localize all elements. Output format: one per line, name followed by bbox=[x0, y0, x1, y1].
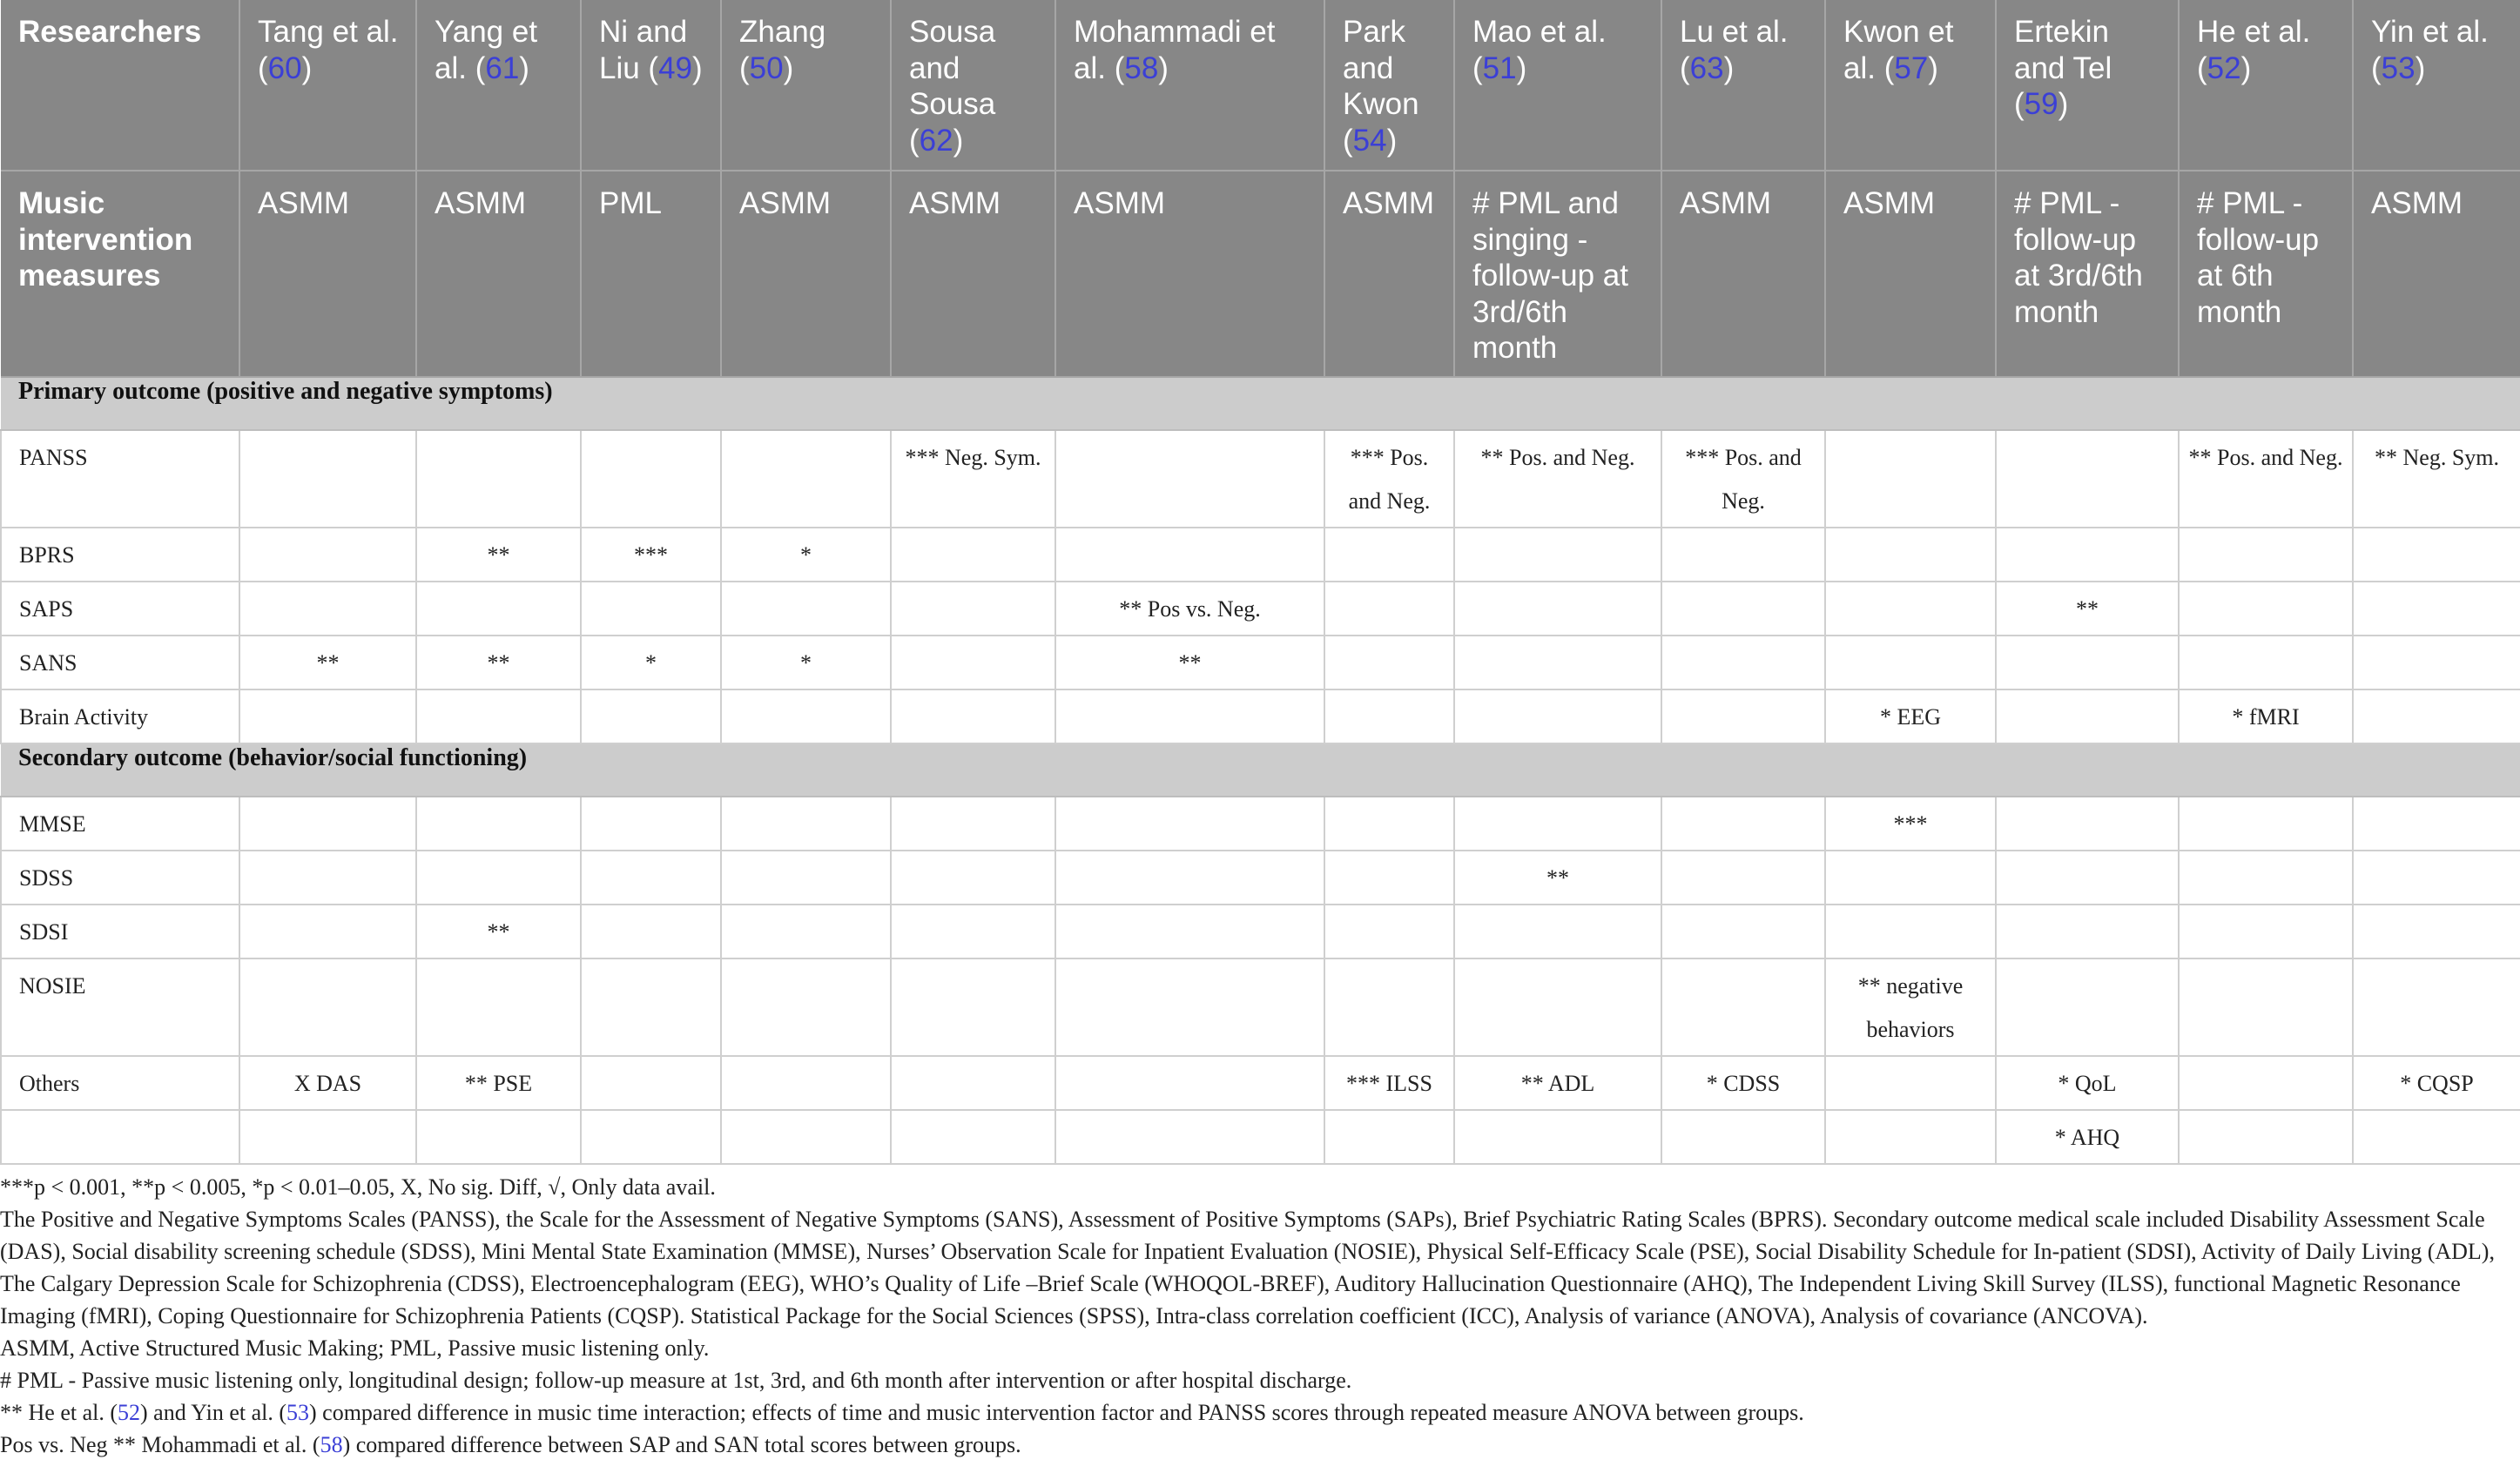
study-name: Ni and Liu ( bbox=[599, 15, 688, 85]
table-cell: *** ILSS bbox=[1324, 1056, 1454, 1110]
table-cell bbox=[721, 1110, 891, 1164]
table-cell: * AHQ bbox=[1996, 1110, 2179, 1164]
table-cell bbox=[2353, 528, 2520, 582]
table-cell bbox=[721, 851, 891, 905]
table-cell bbox=[581, 582, 721, 636]
row-label bbox=[1, 1110, 239, 1164]
table-cell bbox=[1454, 958, 1661, 1056]
table-cell bbox=[2179, 528, 2353, 582]
table-cell bbox=[581, 851, 721, 905]
table-cell: * CDSS bbox=[1661, 1056, 1825, 1110]
study-header bbox=[416, 0, 581, 171]
table-cell bbox=[1055, 958, 1324, 1056]
study-measure: # PML - follow-up at 6th month bbox=[2179, 171, 2353, 377]
table-cell bbox=[1661, 1110, 1825, 1164]
table-cell bbox=[1996, 905, 2179, 958]
table-row-brain-activity bbox=[1, 689, 2520, 743]
table-cell bbox=[1324, 797, 1454, 851]
study-ref-link[interactable]: 49 bbox=[658, 50, 693, 85]
row-label: NOSIE bbox=[1, 958, 239, 1056]
row-label: BPRS bbox=[1, 528, 239, 582]
row-label: Brain Activity bbox=[1, 689, 239, 743]
table-cell bbox=[1055, 430, 1324, 528]
study-header bbox=[239, 0, 416, 171]
table-cell: * bbox=[581, 636, 721, 689]
table-cell bbox=[891, 1110, 1055, 1164]
table-cell bbox=[1055, 905, 1324, 958]
table-cell: ** Pos. and Neg. bbox=[1454, 430, 1661, 528]
study-ref-link[interactable]: 53 bbox=[2381, 50, 2416, 85]
table-cell bbox=[891, 1056, 1055, 1110]
table-cell bbox=[416, 582, 581, 636]
table-cell bbox=[2353, 1110, 2520, 1164]
measures-header: Music intervention measures bbox=[1, 171, 239, 377]
row-label: SANS bbox=[1, 636, 239, 689]
study-measure: ASMM bbox=[1661, 171, 1825, 377]
table-cell: ** ADL bbox=[1454, 1056, 1661, 1110]
table-cell bbox=[1055, 528, 1324, 582]
study-measure: ASMM bbox=[721, 171, 891, 377]
table-cell bbox=[416, 958, 581, 1056]
table-cell: X DAS bbox=[239, 1056, 416, 1110]
table-cell bbox=[1324, 689, 1454, 743]
table-cell bbox=[891, 958, 1055, 1056]
table-cell bbox=[416, 430, 581, 528]
table-cell bbox=[1055, 851, 1324, 905]
table-cell bbox=[1661, 528, 1825, 582]
table-row-sdss bbox=[1, 851, 2520, 905]
table-cell bbox=[721, 797, 891, 851]
table-row-panss bbox=[1, 430, 2520, 528]
table-row-nosie bbox=[1, 958, 2520, 1056]
ref-link-58[interactable]: 58 bbox=[320, 1432, 343, 1457]
table-cell bbox=[2179, 582, 2353, 636]
table-cell bbox=[1324, 528, 1454, 582]
table-cell bbox=[1454, 528, 1661, 582]
table-footnotes bbox=[0, 1171, 2520, 1461]
table-cell bbox=[1661, 582, 1825, 636]
study-header bbox=[581, 0, 721, 171]
table-cell bbox=[1825, 1110, 1996, 1164]
study-header bbox=[1825, 0, 1996, 171]
study-name: Mao et al. ( bbox=[1472, 15, 1607, 85]
table-cell: ** bbox=[239, 636, 416, 689]
study-header bbox=[2179, 0, 2353, 171]
table-cell: ** bbox=[1454, 851, 1661, 905]
table-cell bbox=[2179, 905, 2353, 958]
study-ref-close: ) bbox=[1158, 50, 1169, 85]
table-cell bbox=[1996, 797, 2179, 851]
table-cell: *** bbox=[581, 528, 721, 582]
table-cell bbox=[239, 958, 416, 1056]
table-cell bbox=[416, 689, 581, 743]
table-cell bbox=[1996, 851, 2179, 905]
study-header bbox=[1055, 0, 1324, 171]
table-cell bbox=[891, 905, 1055, 958]
study-ref-close: ) bbox=[2240, 50, 2252, 85]
table-cell: ** bbox=[416, 905, 581, 958]
table-cell: ** bbox=[416, 636, 581, 689]
study-name: Ertekin and Tel ( bbox=[2014, 15, 2112, 121]
row-label: Others bbox=[1, 1056, 239, 1110]
study-ref-close: ) bbox=[1928, 50, 1938, 85]
note-mohammadi-text-a: Pos vs. Neg ** Mohammadi et al. ( bbox=[0, 1432, 320, 1457]
table-cell bbox=[1324, 958, 1454, 1056]
table-row-sdsi bbox=[1, 905, 2520, 958]
table-cell: * EEG bbox=[1825, 689, 1996, 743]
table-cell bbox=[239, 528, 416, 582]
table-cell bbox=[1825, 528, 1996, 582]
study-ref-link[interactable]: 60 bbox=[267, 50, 302, 85]
table-cell bbox=[239, 582, 416, 636]
table-cell bbox=[891, 689, 1055, 743]
study-name: He et al. ( bbox=[2197, 15, 2311, 85]
study-ref-close: ) bbox=[783, 50, 794, 85]
note-he-yin-text-b: ) and Yin et al. ( bbox=[140, 1400, 286, 1425]
table-cell: ** Pos vs. Neg. bbox=[1055, 582, 1324, 636]
table-cell bbox=[721, 958, 891, 1056]
table-cell: *** Pos. and Neg. bbox=[1661, 430, 1825, 528]
table-cell bbox=[2353, 905, 2520, 958]
table-cell bbox=[239, 689, 416, 743]
row-label: MMSE bbox=[1, 797, 239, 851]
table-cell: *** Neg. Sym. bbox=[891, 430, 1055, 528]
study-name: Yang et al. ( bbox=[435, 15, 538, 85]
study-measure: PML bbox=[581, 171, 721, 377]
study-header bbox=[1661, 0, 1825, 171]
table-cell bbox=[1825, 905, 1996, 958]
table-cell bbox=[581, 1056, 721, 1110]
study-name: Tang et al. ( bbox=[258, 15, 399, 85]
table-cell bbox=[2353, 636, 2520, 689]
study-header bbox=[1454, 0, 1661, 171]
table-cell bbox=[1661, 905, 1825, 958]
study-name: Park and Kwon ( bbox=[1343, 15, 1419, 158]
table-cell bbox=[891, 528, 1055, 582]
table-cell bbox=[721, 1056, 891, 1110]
table-cell bbox=[581, 1110, 721, 1164]
table-cell bbox=[891, 636, 1055, 689]
table-cell: ** PSE bbox=[416, 1056, 581, 1110]
table-cell bbox=[1324, 851, 1454, 905]
study-ref-close: ) bbox=[2415, 50, 2426, 85]
study-measure: ASMM bbox=[891, 171, 1055, 377]
table-cell bbox=[721, 689, 891, 743]
study-measure: # PML and singing - follow-up at 3rd/6th month bbox=[1454, 171, 1661, 377]
study-name: Sousa and Sousa ( bbox=[909, 15, 996, 158]
table-row-sans bbox=[1, 636, 2520, 689]
study-measure: ASMM bbox=[1825, 171, 1996, 377]
table-cell bbox=[1324, 636, 1454, 689]
study-ref-close: ) bbox=[2058, 87, 2069, 121]
study-ref-link[interactable]: 57 bbox=[1894, 50, 1929, 85]
table-cell: * fMRI bbox=[2179, 689, 2353, 743]
note-mohammadi-text-b: ) compared difference between SAP and SAN total scores between groups. bbox=[342, 1432, 1021, 1457]
ref-link-53[interactable]: 53 bbox=[286, 1400, 309, 1425]
table-cell: * CQSP bbox=[2353, 1056, 2520, 1110]
section-secondary-row bbox=[1, 743, 2520, 797]
study-ref-close: ) bbox=[953, 123, 964, 158]
table-cell: * bbox=[721, 636, 891, 689]
table-cell bbox=[2353, 582, 2520, 636]
table-row-bprs bbox=[1, 528, 2520, 582]
study-ref-close: ) bbox=[519, 50, 529, 85]
table-cell bbox=[1661, 958, 1825, 1056]
table-cell: * bbox=[721, 528, 891, 582]
table-cell bbox=[2179, 1056, 2353, 1110]
study-ref-close: ) bbox=[301, 50, 313, 85]
note-he-yin bbox=[0, 1396, 2520, 1429]
table-cell bbox=[1454, 582, 1661, 636]
table-cell bbox=[891, 797, 1055, 851]
table-cell bbox=[2179, 636, 2353, 689]
table-cell bbox=[416, 851, 581, 905]
note-scale-definitions: The Positive and Negative Symptoms Scales (PANSS), the Scale for the Assessment of Negative Symptoms (SANS), Assessment of Positive Symptoms (SAPs), Brief Psychiatric Rating Scales (BPRS). Secondary outcome medical scale included Disability Assessment Scale (DAS), Social disability screening schedule (SDSS), Mini Mental State Examination (MMSE), Nurses’ Observation Scale for Inpatient Evaluation (NOSIE), Physical Self-Efficacy Scale (PSE), Social Disability Schedule for In-patient (SDSI), Activity of Daily Living (ADL), The Calgary Depression Scale for Schizophrenia (CDSS), Electroencephalogram (EEG), WHO’s Quality of Life –Brief Scale (WHOQOL-BREF), Auditory Hallucination Questionnaire (AHQ), The Independent Living Skill Survey (ILSS), functional Magnetic Resonance Imaging (fMRI), Coping Questionnaire for Schizophrenia Patients (CQSP). Statistical Package for the Social Sciences (SPSS), Intra-class correlation coefficient (ICC), Analysis of variance (ANOVA), Analysis of covariance (ANCOVA). bbox=[0, 1207, 2495, 1328]
ref-link-52[interactable]: 52 bbox=[118, 1400, 141, 1425]
table-row-saps bbox=[1, 582, 2520, 636]
study-name: Yin et al. ( bbox=[2371, 15, 2489, 85]
table-cell bbox=[721, 430, 891, 528]
table-cell: *** Pos. and Neg. bbox=[1324, 430, 1454, 528]
table-cell bbox=[239, 905, 416, 958]
table-cell bbox=[2179, 958, 2353, 1056]
study-ref-link[interactable]: 52 bbox=[2207, 50, 2241, 85]
table-cell bbox=[1324, 1110, 1454, 1164]
study-ref-close: ) bbox=[1386, 123, 1398, 158]
table-cell bbox=[1825, 1056, 1996, 1110]
table-cell bbox=[1996, 689, 2179, 743]
study-measure: ASMM bbox=[1055, 171, 1324, 377]
note-significance: ***p < 0.001, **p < 0.005, *p < 0.01–0.05, X, No sig. Diff, √, Only data avail. bbox=[0, 1174, 716, 1200]
note-he-yin-text-a: ** He et al. ( bbox=[0, 1400, 118, 1425]
study-measure: ASMM bbox=[416, 171, 581, 377]
study-ref-link[interactable]: 61 bbox=[485, 50, 520, 85]
study-header bbox=[2353, 0, 2520, 171]
section-secondary: Secondary outcome (behavior/social functioning) bbox=[1, 743, 2520, 797]
table-cell: ** bbox=[416, 528, 581, 582]
table-cell bbox=[1324, 905, 1454, 958]
table-cell bbox=[2179, 1110, 2353, 1164]
table-cell bbox=[2353, 689, 2520, 743]
table-cell: ** Pos. and Neg. bbox=[2179, 430, 2353, 528]
table-cell bbox=[581, 905, 721, 958]
study-ref-close: ) bbox=[1723, 50, 1735, 85]
note-he-yin-text-c: ) compared difference in music time interaction; effects of time and music intervention factor and PANSS scores through repeated measure ANOVA between groups. bbox=[309, 1400, 1804, 1425]
table-cell bbox=[1996, 430, 2179, 528]
study-header bbox=[1324, 0, 1454, 171]
table-cell bbox=[581, 689, 721, 743]
table-cell bbox=[581, 430, 721, 528]
note-pml: # PML - Passive music listening only, longitudinal design; follow-up measure at 1st, 3rd, and 6th month after intervention or after hospital discharge. bbox=[0, 1368, 1352, 1393]
table-cell bbox=[1996, 636, 2179, 689]
table-cell bbox=[239, 430, 416, 528]
table-cell: ** bbox=[1055, 636, 1324, 689]
table-cell bbox=[1055, 797, 1324, 851]
table-cell bbox=[1454, 905, 1661, 958]
study-ref-close: ) bbox=[1516, 50, 1527, 85]
table-cell bbox=[1661, 636, 1825, 689]
note-asmm: ASMM, Active Structured Music Making; PML, Passive music listening only. bbox=[0, 1335, 710, 1361]
table-row-others-continued bbox=[1, 1110, 2520, 1164]
study-name: Mohammadi et al. ( bbox=[1074, 15, 1276, 85]
table-cell bbox=[1454, 636, 1661, 689]
table-cell bbox=[721, 905, 891, 958]
table-cell bbox=[416, 797, 581, 851]
table-cell: * QoL bbox=[1996, 1056, 2179, 1110]
study-ref-link[interactable]: 50 bbox=[749, 50, 784, 85]
study-header bbox=[1996, 0, 2179, 171]
study-ref-link[interactable]: 59 bbox=[2024, 87, 2058, 121]
row-label: SDSS bbox=[1, 851, 239, 905]
table-cell bbox=[2179, 797, 2353, 851]
table-cell: ** negative behaviors bbox=[1825, 958, 1996, 1056]
table-cell bbox=[239, 1110, 416, 1164]
study-measure: ASMM bbox=[1324, 171, 1454, 377]
table-cell bbox=[891, 851, 1055, 905]
study-ref-link[interactable]: 51 bbox=[1482, 50, 1517, 85]
study-ref-link[interactable]: 54 bbox=[1352, 123, 1387, 158]
study-name: Kwon et al. ( bbox=[1843, 15, 1954, 85]
table-cell: ** bbox=[1996, 582, 2179, 636]
table-cell bbox=[1825, 636, 1996, 689]
table-cell bbox=[721, 582, 891, 636]
table-cell bbox=[1825, 430, 1996, 528]
table-cell bbox=[1996, 958, 2179, 1056]
table-cell bbox=[1454, 689, 1661, 743]
table-cell bbox=[1825, 582, 1996, 636]
table-cell bbox=[416, 1110, 581, 1164]
note-mohammadi bbox=[0, 1429, 2520, 1461]
table-cell bbox=[891, 582, 1055, 636]
study-header bbox=[721, 0, 891, 171]
row-label: SAPS bbox=[1, 582, 239, 636]
study-ref-link[interactable]: 58 bbox=[1124, 50, 1159, 85]
study-measure: ASMM bbox=[239, 171, 416, 377]
table-cell bbox=[1055, 1056, 1324, 1110]
table-cell bbox=[2353, 958, 2520, 1056]
table-cell bbox=[1825, 851, 1996, 905]
table-cell bbox=[2179, 851, 2353, 905]
table-cell bbox=[2353, 797, 2520, 851]
researchers-header: Researchers bbox=[1, 0, 239, 171]
study-ref-link[interactable]: 63 bbox=[1689, 50, 1724, 85]
table-cell bbox=[239, 851, 416, 905]
table-row-others bbox=[1, 1056, 2520, 1110]
table-row-mmse bbox=[1, 797, 2520, 851]
table-cell bbox=[1661, 797, 1825, 851]
table-cell: *** bbox=[1825, 797, 1996, 851]
table-cell bbox=[1454, 797, 1661, 851]
study-measure: ASMM bbox=[2353, 171, 2520, 377]
table-cell bbox=[1055, 1110, 1324, 1164]
table-cell bbox=[1055, 689, 1324, 743]
table-cell bbox=[581, 797, 721, 851]
header-researchers-row bbox=[1, 0, 2520, 171]
table-cell bbox=[581, 958, 721, 1056]
study-ref-link[interactable]: 62 bbox=[919, 123, 953, 158]
table-cell bbox=[239, 797, 416, 851]
study-header bbox=[891, 0, 1055, 171]
table-cell bbox=[1661, 851, 1825, 905]
table-cell bbox=[1454, 1110, 1661, 1164]
table-cell: ** Neg. Sym. bbox=[2353, 430, 2520, 528]
table-cell bbox=[2353, 851, 2520, 905]
study-name: Zhang ( bbox=[739, 15, 826, 85]
study-measure: # PML - follow-up at 3rd/6th month bbox=[1996, 171, 2179, 377]
section-primary-row bbox=[1, 377, 2520, 430]
table-cell bbox=[1661, 689, 1825, 743]
row-label: PANSS bbox=[1, 430, 239, 528]
header-measures-row bbox=[1, 171, 2520, 377]
row-label: SDSI bbox=[1, 905, 239, 958]
study-name: Lu et al. ( bbox=[1680, 15, 1789, 85]
section-primary: Primary outcome (positive and negative symptoms) bbox=[1, 377, 2520, 430]
table-cell bbox=[1996, 528, 2179, 582]
table-cell bbox=[1324, 582, 1454, 636]
study-ref-close: ) bbox=[692, 50, 703, 85]
